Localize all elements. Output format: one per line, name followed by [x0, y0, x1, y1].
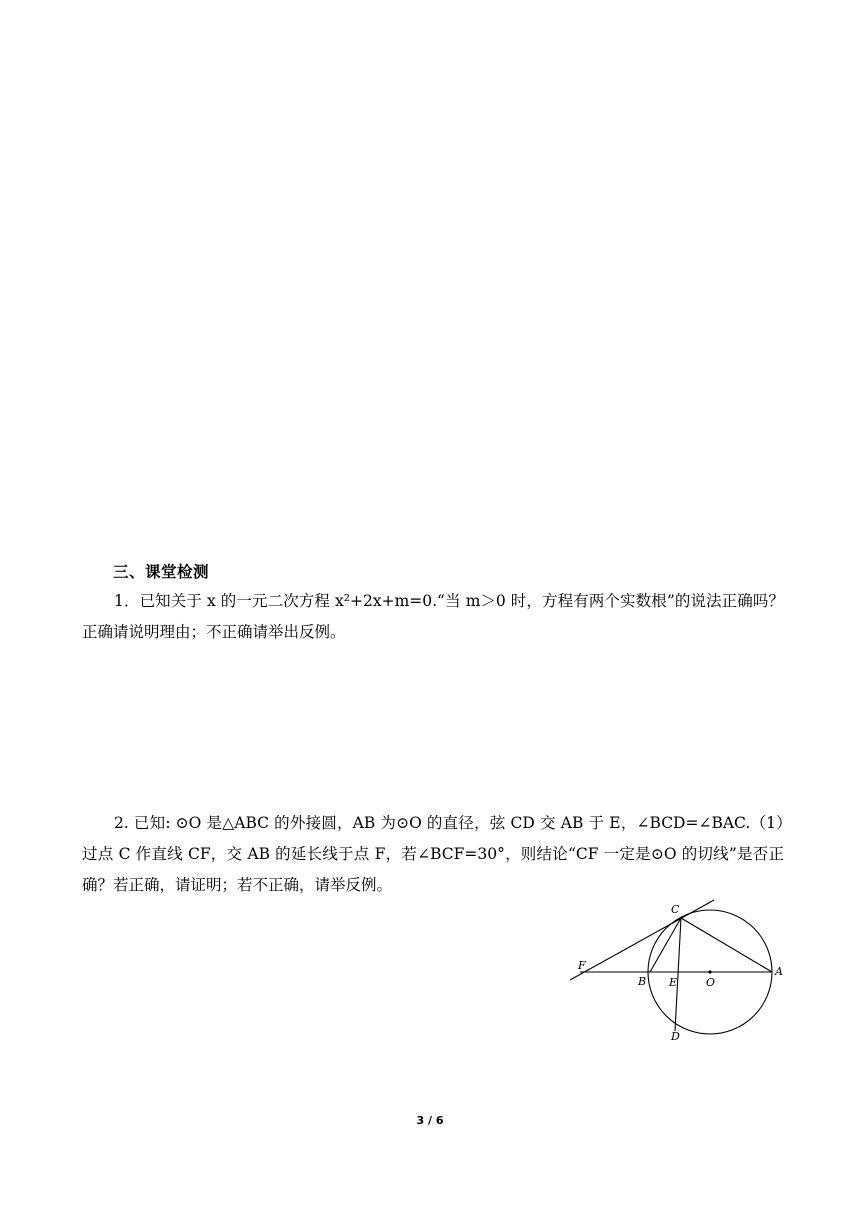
geometry-figure	[568, 893, 790, 1043]
question-2	[82, 808, 784, 901]
question-1-text: 1．已知关于 x 的一元二次方程 x²+2x+m=0.“当 m＞0 时，方程有两个实数根”的说法正确吗？正确请说明理由；不正确请举出反例。	[82, 592, 784, 641]
label-a: A	[775, 965, 783, 978]
label-b: B	[638, 975, 647, 988]
line-ca	[681, 918, 772, 972]
line-cd	[675, 918, 681, 1031]
section-heading: 三、课堂检测	[113, 563, 210, 581]
label-e: E	[669, 976, 678, 989]
label-f: F	[578, 959, 586, 972]
page-number: 3 / 6	[416, 1114, 444, 1127]
question-2-text: 2. 已知: ⊙O 是△ABC 的外接圆，AB 为⊙O 的直径，弦 CD 交 AB 于 E，∠BCD=∠BAC.（1）过点 C 作直线 CF，交 AB 的延长线于点 F，若∠BCF=30°，则结论“CF 一定是⊙O 的切线”是否正确？若正确，请证明；若不正确，请举反例。	[82, 814, 784, 894]
label-o: O	[706, 976, 716, 989]
center-o-dot	[708, 970, 711, 973]
line-cf	[570, 900, 714, 980]
question-1	[82, 586, 784, 648]
label-d: D	[671, 1030, 680, 1043]
label-c: C	[671, 903, 680, 916]
